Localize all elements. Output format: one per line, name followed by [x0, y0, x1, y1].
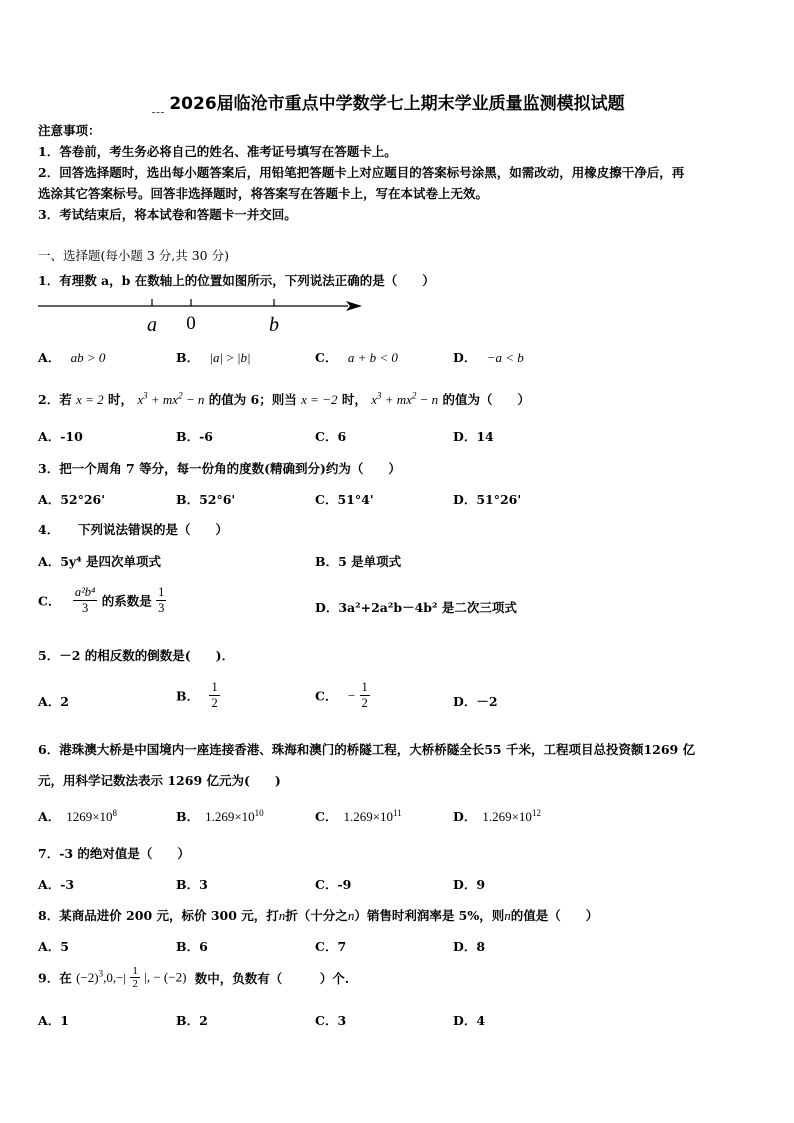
q4-option-c-fraction: $\frac{\text{a²b⁴}}{3}$: [74, 585, 96, 615]
question-2-stem: [38, 390, 530, 408]
notice-item-2: 2．回答选择题时，选出每小题答案后，用铅笔把答题卡上对应题目的答案标号涂黑，如需改动，用橡皮擦干净后，再: [38, 165, 685, 180]
label-zero: 0: [186, 313, 196, 334]
question-1-stem: 1．有理数 a，b 在数轴上的位置如图所示，下列说法正确的是（ ）: [38, 273, 435, 288]
q7-option-c: C．-9: [315, 877, 352, 892]
question-5-stem: 5．－2 的相反数的倒数是( )．: [38, 648, 235, 663]
q8-option-b: B．6: [176, 939, 208, 954]
q5-option-c-fraction: $\frac{1}{2}$: [361, 680, 368, 710]
label-a: a: [147, 314, 157, 336]
q7-option-d: D．9: [453, 877, 486, 892]
q6-option-c: C． $1.269\times 10^{11}$: [315, 807, 402, 824]
q2-text-5: 的值为（ ）: [442, 392, 531, 407]
q7-option-a: A．-3: [38, 877, 75, 892]
q2-condition-1: x = 2: [76, 392, 104, 407]
q9-option-a: A．1: [38, 1013, 69, 1028]
title-underline-dash: [152, 112, 164, 113]
q1-option-b-left: |a|: [209, 350, 224, 365]
option-label: B．: [176, 350, 200, 365]
q7-option-b: B．3: [176, 877, 208, 892]
option-label: C．: [315, 688, 338, 704]
option-label: D．: [453, 350, 477, 365]
option-label: C．: [315, 809, 338, 824]
q1-option-d: [453, 348, 524, 366]
question-3-stem: 3．把一个周角 7 等分，每一份角的度数(精确到分)约为（ ）: [38, 461, 401, 476]
q3-option-c: C．51°4': [315, 492, 374, 507]
question-4-stem: 4． 下列说法错误的是（ ）: [38, 522, 228, 537]
q1-option-c: [315, 348, 398, 366]
q5-option-b-fraction: $\frac{1}{2}$: [211, 680, 218, 710]
q8-option-d: D．8: [453, 939, 486, 954]
section-heading: 一、选择题(每小题 3 分,共 30 分): [38, 248, 229, 263]
option-label: B．: [176, 688, 200, 704]
q2-text-1: 2．若: [38, 392, 72, 407]
q5-option-c: [315, 680, 370, 711]
q1-option-d-expr: −a < b: [486, 350, 524, 365]
option-label: A．: [38, 350, 61, 365]
notice-heading: 注意事项：: [38, 123, 101, 138]
page-title: 2026届临沧市重点中学数学七上期末学业质量监测模拟试题: [169, 94, 625, 114]
q2-option-d: D．14: [453, 429, 494, 444]
q5-option-c-sign: −: [347, 687, 356, 703]
q1-option-b-op: >: [223, 350, 237, 365]
question-8-stem: 8．某商品进价 200 元，标价 300 元，打n折（十分之n）销售时利润率是 5%，则n的值是（ ）: [38, 908, 599, 923]
question-9-stem: 9．在 $(-2)^3,0,-|$ $\frac{1}{2}$ |, − (−2) 数中，负数有（ ）个.: [38, 965, 350, 990]
q9-fraction: $\frac{1}{2}$: [132, 965, 138, 990]
q1-option-a-expr: ab > 0: [70, 350, 106, 365]
option-label: C．: [38, 593, 61, 609]
label-b: b: [269, 314, 279, 336]
q1-option-b-right: |b|: [236, 350, 251, 365]
q4-option-c: [38, 585, 166, 616]
number-line-figure: [36, 293, 366, 337]
q6-option-b: B． $1.269\times 10^{10}$: [176, 807, 264, 824]
option-label: D．: [453, 809, 477, 824]
q2-expression-2: $x^3 + mx^2 - n$: [371, 390, 439, 407]
q1-option-c-expr: a + b < 0: [347, 350, 398, 365]
q9-option-d: D．4: [453, 1013, 486, 1028]
q2-text-4: 时，: [341, 392, 367, 407]
q2-option-b: B．-6: [176, 429, 213, 444]
q2-text-2: 时，: [107, 392, 133, 407]
notice-item-2-cont: 选涂其它答案标号。回答非选择题时，将答案写在答题卡上，写在本试卷上无效。: [38, 186, 489, 201]
q1-option-b: [176, 348, 251, 366]
q6-option-a: A． $1269\times 10^8$: [38, 807, 118, 824]
question-6-line-1: 6．港珠澳大桥是中国境内一座连接香港、珠海和澳门的桥隧工程，大桥桥隧全长55 千米，工程项目总投资额1269 亿: [38, 742, 696, 757]
q4-option-a: A．5y⁴ 是四次单项式: [38, 554, 161, 569]
option-label: B．: [176, 809, 200, 824]
q4-option-c-text: 的系数是: [101, 593, 152, 609]
q3-option-b: B．52°6': [176, 492, 236, 507]
q9-option-c: C．3: [315, 1013, 347, 1028]
q2-option-a: A．-10: [38, 429, 83, 444]
number-line-arrow: [346, 301, 362, 311]
question-6-line-2: 元，用科学记数法表示 1269 亿元为( ): [38, 773, 281, 788]
q2-option-c: C．6: [315, 429, 347, 444]
q1-option-a: [38, 348, 105, 366]
question-7-stem: 7．-3 的绝对值是（ ）: [38, 846, 190, 861]
q5-option-a: A．2: [38, 694, 69, 709]
q5-option-d: D．－2: [453, 694, 498, 709]
notice-item-3: 3．考试结束后，将本试卷和答题卡一并交回。: [38, 207, 297, 222]
q4-option-c-value: $\frac{1}{3}$: [158, 585, 165, 615]
q6-option-d: D． $1.269\times 10^{12}$: [453, 807, 541, 824]
q4-option-d: D．3a²+2a²b－4b² 是二次三项式: [315, 600, 517, 615]
q3-option-d: D．51°26': [453, 492, 522, 507]
q8-option-a: A．5: [38, 939, 69, 954]
q4-option-b: B．5 是单项式: [315, 554, 402, 569]
q2-text-3: 的值为 6；则当: [208, 392, 297, 407]
option-label: C．: [315, 350, 338, 365]
q3-option-a: A．52°26': [38, 492, 106, 507]
q5-option-b: [176, 680, 220, 711]
notice-item-1: 1．答卷前，考生务必将自己的姓名、准考证号填写在答题卡上。: [38, 144, 397, 159]
option-label: A．: [38, 809, 61, 824]
q8-option-c: C．7: [315, 939, 347, 954]
q9-option-b: B．2: [176, 1013, 208, 1028]
q2-expression-1: $x^3 + mx^2 - n$: [137, 390, 205, 407]
q2-condition-2: x = −2: [301, 392, 338, 407]
q9-expression: $(-2)^3,0,-|$: [76, 968, 126, 986]
